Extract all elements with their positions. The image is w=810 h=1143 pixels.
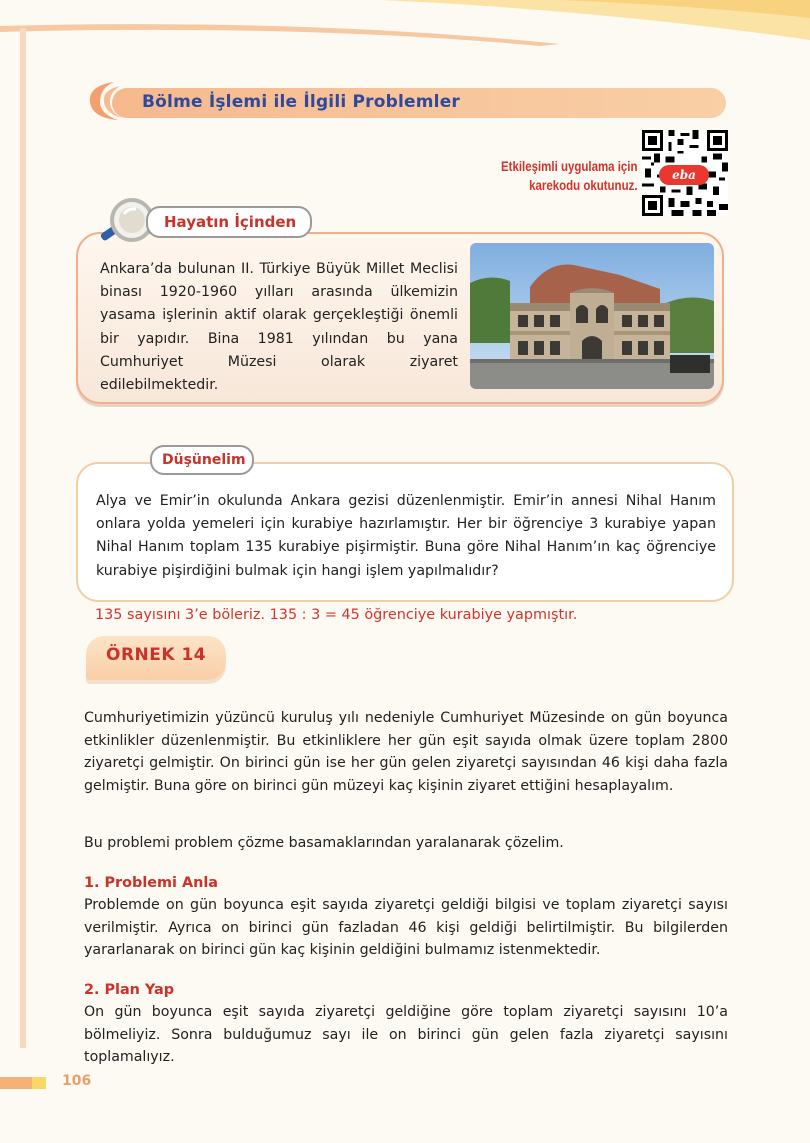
step2-text: On gün boyunca eşit sayıda ziyaretçi geldiğine göre toplam ziyaretçi sayısını 10’a bölmeliyiz. Sonra bulduğumuz sayı ile on birinci gün gelen fazla ziyaretçi sayısını toplamalıyız.: [84, 1004, 728, 1066]
eba-badge: eba: [659, 165, 709, 185]
example-method: Bu problemi problem çözme basamaklarından yaralanarak çözelim.: [84, 835, 564, 851]
qr-label: [501, 157, 638, 195]
step2-title: 2. Plan Yap: [84, 982, 175, 998]
qr-label-line1: Etkileşimli uygulama için: [501, 158, 638, 174]
left-margin-bar: [20, 28, 26, 1048]
museum-photo: [470, 243, 714, 389]
top-decoration: [0, 0, 810, 60]
life-tab: Hayatın İçinden: [146, 206, 312, 238]
think-tab: Düşünelim: [150, 445, 254, 475]
example-label: ÖRNEK 14: [106, 645, 207, 665]
qr-label-line2: karekodu okutunuz.: [529, 177, 638, 193]
think-text: Alya ve Emir’in okulunda Ankara gezisi düzenlenmiştir. Emir’in annesi Nihal Hanım onlara yolda yemeleri için kurabiye hazırlamıştır. Her bir öğrenciye 3 kurabiye yapan Nihal Hanım toplam 135 kurabiye pişirmiştir. Buna göre Nihal Hanım’ın kaç öğrenciye kurabiye pişirdiğini bulmak için hangi işlem yapılmalıdır?: [96, 493, 716, 579]
example-intro: Cumhuriyetimizin yüzüncü kuruluş yılı nedeniyle Cumhuriyet Müzesinde on gün boyunca etkinlikler düzenlenmiştir. Bu etkinliklere her gün eşit sayıda olmak üzere toplam 2800 ziyaretçi gelmiştir. On birinci gün ise her gün gelen ziyaretçi sayısından 46 kişi daha fazla gelmiştir. Buna göre on birinci gün müzeyi kaç kişinin ziyaret ettiğini hesaplayalım.: [84, 710, 728, 794]
section-title-banner: [84, 80, 726, 122]
step1-title: 1. Problemi Anla: [84, 875, 218, 891]
think-answer: 135 sayısını 3’e böleriz. 135 : 3 = 45 öğrenciye kurabiye yapmıştır.: [95, 607, 578, 623]
page-number: 106: [62, 1073, 92, 1089]
step1-text: Problemde on gün boyunca eşit sayıda ziyaretçi geldiği bilgisi ve toplam ziyaretçi sayısı verilmiştir. Ayrıca on birinci gün fazladan 46 kişi geldiği belirtilmiştir. Bu bilgilerden yararlanarak on birinci gün kaç kişinin geldiğini bulmamız istenmektedir.: [84, 897, 728, 959]
footer-bar: [0, 1077, 46, 1089]
life-text: Ankara’da bulunan II. Türkiye Büyük Millet Meclisi binası 1920-1960 yılları arasında ülkemizin yasama işlerinin aktif olarak gerçekleştiği önemli bir yapıdır. Bina 1981 yılından bu yana Cumhuriyet Müzesi olarak ziyaret edilebilmektedir.: [100, 261, 458, 394]
section-title: Bölme İşlemi ile İlgili Problemler: [142, 92, 461, 112]
